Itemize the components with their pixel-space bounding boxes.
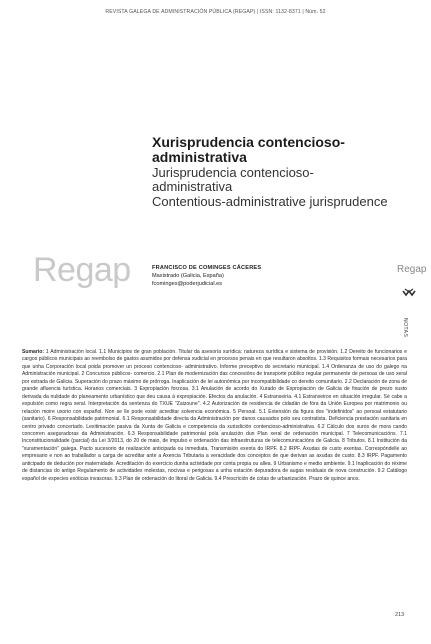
section-label: NOTAS xyxy=(402,318,408,338)
author-affiliation: Maxistrado (Galicia, España) xyxy=(152,273,224,279)
summary-paragraph xyxy=(22,349,407,483)
title-block xyxy=(152,135,392,209)
regap-logo: Regap xyxy=(33,251,131,289)
decorative-flourish-icon xyxy=(402,285,416,303)
page-number: 213 xyxy=(395,612,405,618)
summary-label: Sumario: xyxy=(22,349,45,355)
journal-header: REVISTA GALEGA DE ADMINISTRACIÓN PÚBLICA (REGAP) | ISSN: 1132-8371 | Núm. 52 xyxy=(105,9,326,15)
summary-text: 1 Administración local. 1.1 Municipios de gran población. Titular da asesoría xurídica: natureza xurídica e sistema de provisión. 1.2 Dereito de funcionarios e cargos públicos municipais ao reembolso de gastos asumidos por defensa xudicial en procesos penais en que resultaron absoltos. 1.3 Requisitos formais necesarios para que unha Corporación local poida promover un proceso contencioso- administrativo. Informe preceptivo do secretario municipal. 1.4 Ordenanza de uso do galego na Administración municipal. 2 Concursos públicos- comercio. 2.1 Plan de modernización das concesións de transporte público regular permanente de persoas de uso xeral por estrada de Galicia. Superación do prazo máximo de prórroga. Inaplicación de lei autonómica por incompatibilidade co dereito comunitario. 2.2 Declaración de zona de grande afluencia turística. Horarios comerciais. 3 Expropiación forzosa. 3.1 Anulación de acordo do Xurado de Expropiación de Galicia de fixación de prezo xusto derivada da nulidade do planeamento urbanístico que deu causa á expropiación. Efectos da anulación. 4 Estranxeiría. 4.1 Estranxeiros en situación irregular. Sé cabe a expulsión como regra xeral. Interpretación da sentenza do TXUE "Zaizoune". 4.2 Autorización de residencia de cidadán de fóra da Unión Europea por matrimonio ou relación moire uxorio con español. Non se lle pode exixir acreditar solvencia económica. 5 Persoal. 5.1 Extensión da figura dos "indefinidos" ao persoal estatutario (sanitario). 6 Responsabilidade patrimonial. 6.1 Responsabilidade directa da Administración por danos causados polo seu contratista. Deficiencia prestación sanitaria en centro privado concertado. Lexitimación pasiva da Xunta de Galicia e competencia da xurisdición contencioso-administrativa. 6.2 Cálculo dos xuros de mora cando concorren aseguradoras da Administración. 6.3 Responsabilidade patrimonial pola anulación dun Plan xeral de ordenación municipal. 7 Telecomunicacións. 7.1 Inconstitucionalidade (parcial) da Lei 3/2013, do 20 de maio, de impulso e ordenación das infraestruturas de telecomunicacións de Galicia. 8 Tributos. 8.1 Institución da "xuramentación" galega. Pacto sucesorio de realización anticipada ou inmediata. Transmisión exenta do IRPF. 8.2 IRPF. Axudas de custo exentas. Correspóndelle ao empresario e non ao traballador a carga de acreditar ante a Axencia Tributaria a veracidade dos conceptos de que derivan as axudas de custo. 8.3 IRPF. Pagamento anticipado de dedución por maternidade. Acreditación do exercicio dunha actividade por conta propia ou allea. 9 Urbanismo e medio ambiente. 9.1 Inaplicación do réxime de distancias do antigo Regulamento de actividades molestas, nocivas e perigosas a unha estación depuradora de augas residuais de nova construción. 9.2 Catálogo español de especies exóticas invasoras. 9.3 Plan de ordenación do litoral de Galicia. 9.4 Prescrición de cotas de urbanización. Prazo de quince anos. xyxy=(22,349,407,482)
regap-logo-small: Regap xyxy=(397,264,427,275)
author-block xyxy=(152,264,352,288)
author-name: FRANCISCO DE COMINGES CÁCERES xyxy=(152,265,262,271)
title-english: Contentious-administrative jurisprudence xyxy=(152,194,388,209)
title-spanish: Jurisprudencia contencioso-administrativa xyxy=(152,165,314,194)
title-galician: Xurisprudencia contencioso-administrativa xyxy=(152,134,345,165)
author-email[interactable]: fcominges@poderjudicial.es xyxy=(152,281,223,287)
